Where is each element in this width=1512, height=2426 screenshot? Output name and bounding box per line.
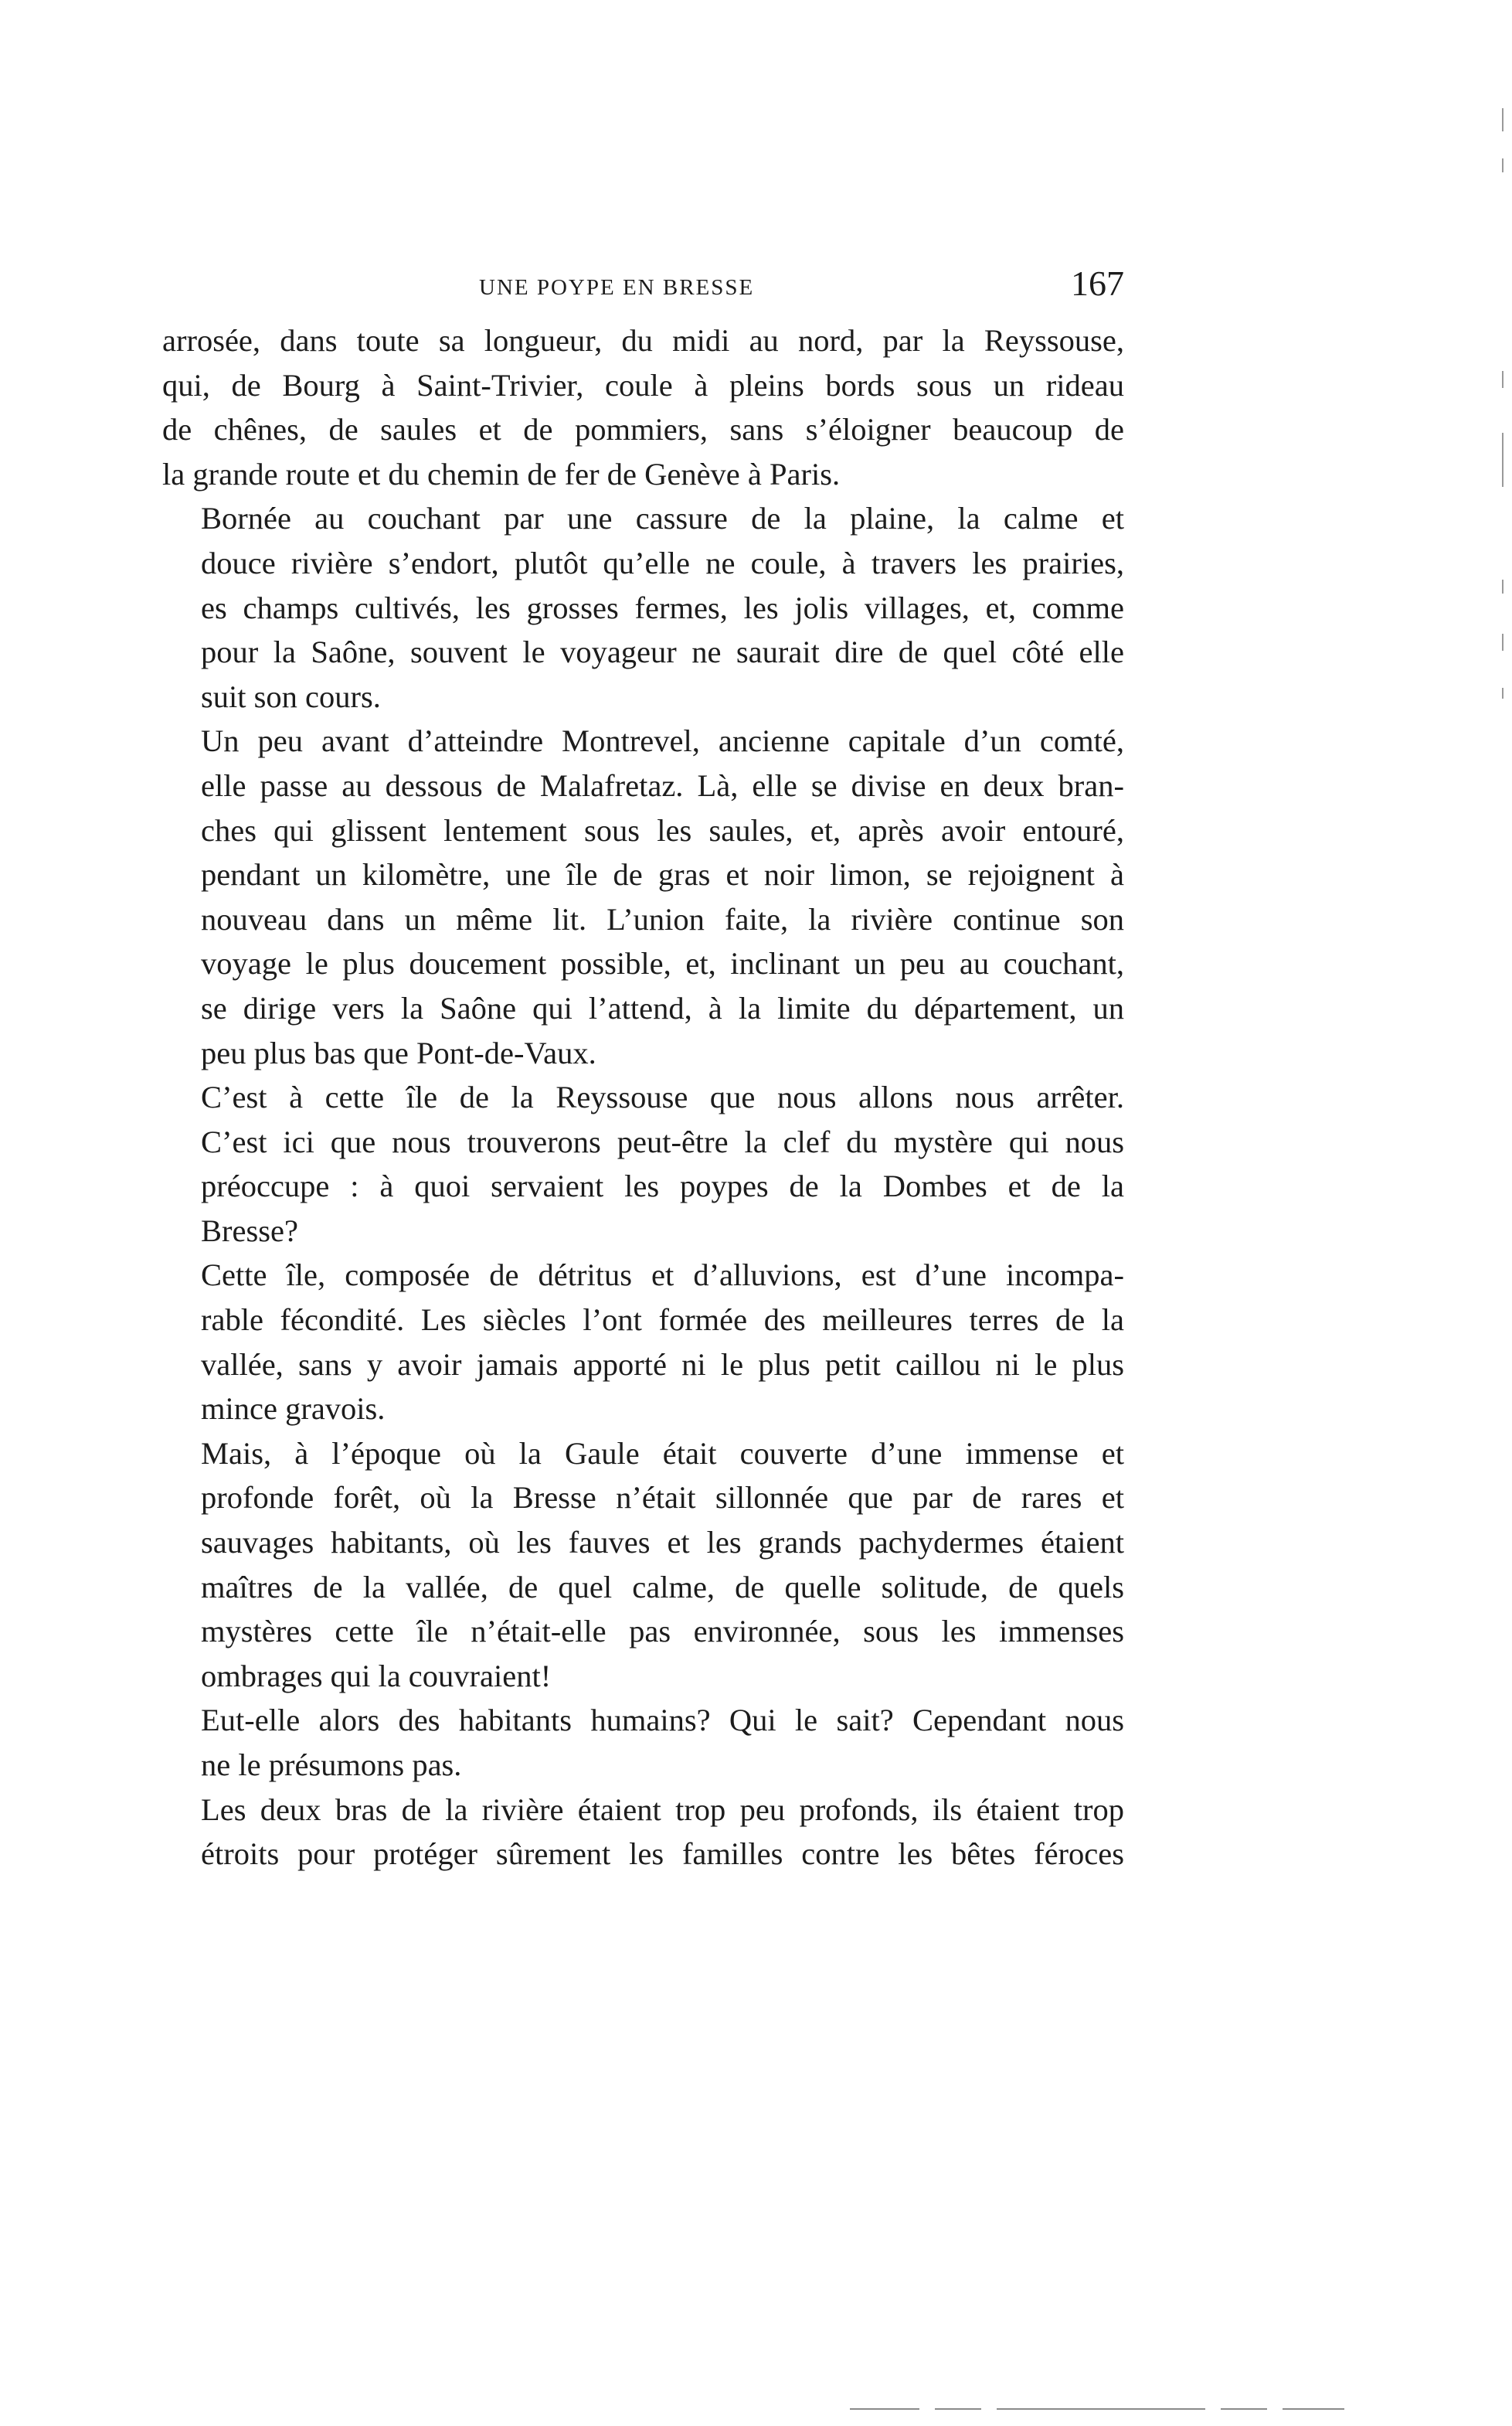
text-line: la grande route et du chemin de fer de Genève à Paris. (162, 456, 841, 492)
running-head (162, 263, 1124, 309)
text-line: arrosée, dans toute sa longueur, du midi au nord, par la Reyssouse, (162, 323, 1124, 358)
scan-footer-rules (850, 2408, 1391, 2413)
running-title: UNE POYPE EN BRESSE (479, 275, 755, 300)
text-line: Un peu avant d’atteindre Montrevel, ancienne capitale d’un comté, (201, 723, 1124, 759)
text-line: sauvages habitants, où les fauves et les grands pachydermes étaient (201, 1525, 1124, 1560)
text-line: vallée, sans y avoir jamais apporté ni le plus petit caillou ni le plus (201, 1346, 1124, 1382)
paragraph (162, 1075, 1124, 1253)
text-line: ombrages qui la couvraient! (201, 1658, 552, 1693)
text-line: pendant un kilomètre, une île de gras et noir limon, se rejoignent à (201, 857, 1124, 893)
text-line: profonde forêt, où la Bresse n’était sillonnée que par de rares et (201, 1480, 1124, 1516)
text-line: Bresse? (201, 1213, 298, 1248)
body-text (162, 318, 1124, 1876)
scan-margin-mark (1502, 433, 1504, 487)
text-line: se dirige vers la Saône qui l’attend, à la limite du département, un (201, 990, 1124, 1026)
text-line: mince gravois. (201, 1391, 386, 1427)
paragraph (162, 1698, 1124, 1787)
text-line: préoccupe : à quoi servaient les poypes de la Dombes et de la (201, 1169, 1124, 1204)
text-line: maîtres de la vallée, de quel calme, de quelle solitude, de quels (201, 1569, 1124, 1604)
text-line: Cette île, composée de détritus et d’alluvions, est d’une incompa- (201, 1257, 1124, 1293)
paragraph (162, 1431, 1124, 1699)
text-line: pour la Saône, souvent le voyageur ne saurait dire de quel côté elle (201, 635, 1124, 670)
paragraph (162, 496, 1124, 719)
text-line: étroits pour protéger sûrement les familles contre les bêtes féroces (201, 1836, 1124, 1872)
text-line: de chênes, de saules et de pommiers, sans s’éloigner beaucoup de (162, 412, 1124, 447)
paragraph (162, 719, 1124, 1075)
scan-margin-mark (1502, 634, 1504, 651)
text-line: voyage le plus doucement possible, et, inclinant un peu au couchant, (201, 946, 1124, 982)
text-line: Mais, à l’époque où la Gaule était couverte d’une immense et (201, 1435, 1124, 1471)
page-number: 167 (1071, 264, 1124, 303)
text-line: C’est ici que nous trouverons peut-être la clef du mystère qui nous (201, 1124, 1124, 1159)
text-line: Eut-elle alors des habitants humains? Qui le sait? Cependant nous (201, 1703, 1124, 1738)
scan-margin-mark (1502, 580, 1504, 594)
text-line: elle passe au dessous de Malafretaz. Là, elle se divise en deux bran- (201, 767, 1124, 803)
text-line: es champs cultivés, les grosses fermes, les jolis villages, et, comme (201, 590, 1124, 625)
text-line: ne le présumons pas. (201, 1747, 462, 1782)
text-line: qui, de Bourg à Saint-Trivier, coule à pleins bords sous un rideau (162, 367, 1124, 403)
text-line: nouveau dans un même lit. L’union faite, la rivière continue son (201, 901, 1124, 937)
text-line: rable fécondité. Les siècles l’ont formée des meilleures terres de la (201, 1302, 1124, 1338)
scan-margin-mark (1502, 108, 1504, 131)
paragraph (162, 1253, 1124, 1431)
paragraph (162, 318, 1124, 496)
text-line: C’est à cette île de la Reyssouse que nous allons nous arrêter. (201, 1080, 1124, 1115)
text-line: mystères cette île n’était-elle pas environnée, sous les immenses (201, 1614, 1124, 1649)
text-line: peu plus bas que Pont-de-Vaux. (201, 1035, 596, 1070)
scan-margin-mark (1502, 371, 1504, 388)
text-line: Les deux bras de la rivière étaient trop peu profonds, ils étaient trop (201, 1791, 1124, 1827)
text-line: Bornée au couchant par une cassure de la plaine, la calme et (201, 501, 1124, 536)
scan-margin-mark (1502, 688, 1504, 699)
text-line: suit son cours. (201, 679, 381, 714)
paragraph (162, 1788, 1124, 1876)
text-line: ches qui glissent lentement sous les saules, et, après avoir entouré, (201, 812, 1124, 848)
scan-margin-mark (1502, 158, 1504, 172)
text-line: douce rivière s’endort, plutôt qu’elle ne coule, à travers les prairies, (201, 545, 1124, 580)
